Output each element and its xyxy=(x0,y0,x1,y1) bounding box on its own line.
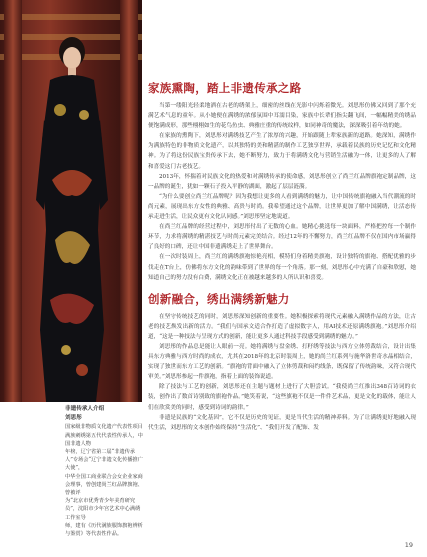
caption-name: 刘思彤 xyxy=(65,415,82,422)
page-number: 19 xyxy=(404,541,413,549)
paragraph: 2013年，怀揣着对民族文化的热爱和对满绣传承的使命感，刘思彤创立了尚兰红品牌旗袍定制品牌，这一品牌的诞生，犹如一颗石子投入平静的湖面，激起了层层涟漪。 xyxy=(148,173,416,190)
article-body xyxy=(148,80,416,433)
section-heading-1: 家族熏陶，踏上非遗传承之路 xyxy=(148,81,302,95)
paragraph: “为什么要创立尚兰红品牌呢？因为我想让更多的人看到满绣的魅力，让中国传统旗袍融入当代潮流的时尚元素，展现出东方女性的典雅、高贵与时尚。我希望通过这个品牌，让世界更加了解中国满绣，让活态传承走进生活，让民众更有文化认同感。”刘思彤坚定地说道。 xyxy=(148,193,416,221)
paragraph: 刘思彤的作品总是能让人眼前一亮。她将满绣与盘金绣、打籽绣等技法与西方立体剪裁结合，设计出集具东方典雅与西方时尚的成衣，尤其在2018年的北京时装周上，她的尚兰红系列与施华洛世奇水晶相结合，实现了独世而东方工艺的创新。“旗袍的背面中融入了立体剪裁和闷约线条，既保留了传统韵味，又符合现代审美。”刘思彤参起一件旗袍，指着上面的装饰说道。 xyxy=(148,343,416,381)
paragraph: 非遗是民族的“文化基因”，它不仅是历史的见证，更是当代生活的精神养料。为了让满绣更好地融入现代生活，刘思彤的文本创作始终保持“生活化”、“我们开发了配饰、发 xyxy=(148,414,416,431)
portrait-photo xyxy=(0,0,142,402)
paragraph: 在家族的熏陶下，刘思彤对满绣技艺产生了浓厚的兴趣，开始跟随上辈家族新的道路。她深知，满绣作为满族特色的非物质文化遗产，以其独特的美和精湛的制作工艺独享世界，承载着民族的历史记忆和文化精神。为了将这份民族宝贵传承下去，她不断努力，致力于将满绣文化与营销生活融为一体，让更多的人了解和喜爱这门古老技艺。 xyxy=(148,133,416,170)
paragraph: 在坚守传统技艺的同时，刘思彤深知创新的重要性。她积极探索将现代元素融入满绣作品的方法，让古老的技艺焕发出新的活力。“我们与国承文适合作打造了虚拟数字人，用AI技术还原满绣旗袍。”刘思彤介绍道，“这是一种技法与呈现方式的创新，能让更多人通过科技手段感受到满绣的魅力。” xyxy=(148,313,416,340)
caption-line: 国家级非物质文化遗产代表性项目满族刺绣第五代代表性传承人，中国非遗人物 xyxy=(65,424,143,447)
paragraph: 除了技法与工艺的创新，刘思彤还在主题与题材上进行了大胆尝试。“我使尚兰红推出348百诗词的衣装，创作出了数首诗别致的旗袍作品。”她笑着说，“这些旗袍不仅是一件件艺术品，更是文化的载体，能让人们在欣赏美的同时，感受到诗词的韵律。” xyxy=(148,384,416,411)
caption-line: 师，建有《历代满族服饰旗袍辨析与鉴赏》等代表性作品。 xyxy=(65,522,143,538)
caption-line: 为“北京市优秀青少年美育研究员”，沈阳市少年宫艺术中心满绣工作室导 xyxy=(65,498,141,521)
caption-line: 年榜，辽宁省第二届“非遗传承人”专场会“辽宁非遗文化传播推广大使”， xyxy=(65,449,143,472)
caption-line: 中华全国工商业联合会女企业家商会理事，曾创建尚兰红品牌旗袍、曾被评 xyxy=(65,473,143,497)
woman-in-qipao-figure xyxy=(0,0,142,402)
paragraph: 当第一缕阳光轻柔地洒在古老的绣架上，细密的丝线在光影中闪烁着微光。刘思彤仿佛又回到了那个充满艺术气息的童年。从小她便在满绣的浓郁氛围中耳濡目染，家族中长辈们指尖翻飞间，一幅幅精美的绣品便饱满成形，那些栩栩如生的花鸟鱼虫、典雅庄重的传统纹样，如同神奇的魔法，深深吸引着年幼的她。 xyxy=(148,103,416,130)
section-heading-2: 创新融合，绣出满绣新魅力 xyxy=(148,291,290,306)
inheritor-caption xyxy=(65,405,143,550)
caption-heading: 非遗传承人介绍 xyxy=(65,406,105,412)
paragraph: 在尚兰红品牌的经营过程中，刘思彤付出了无数的心血。她精心挑选每一块面料，严格把控每一个制作环节，力求将满绣的精湛技艺与时尚元素完美结合。经过12年的不懈努力，尚兰红品牌不仅在国内市场赢得了良好的口碑，还让中国非遗满绣走上了世界舞台。 xyxy=(148,224,416,251)
paragraph: 在一次时装周上，尚兰红的满绣旗袍惊艳亮相，模特们身着精美旗袍，设计独特的旗袍、搭配优雅的步伐走在T台上，仿佛将东方文化的韵味带到了世界的每一个角落。那一刻，刘思彤心中充满了自豪和欣慰，她知道自己的努力没有白费，满绣文化正在被越来越多的人所认识和喜爱。 xyxy=(148,254,416,281)
